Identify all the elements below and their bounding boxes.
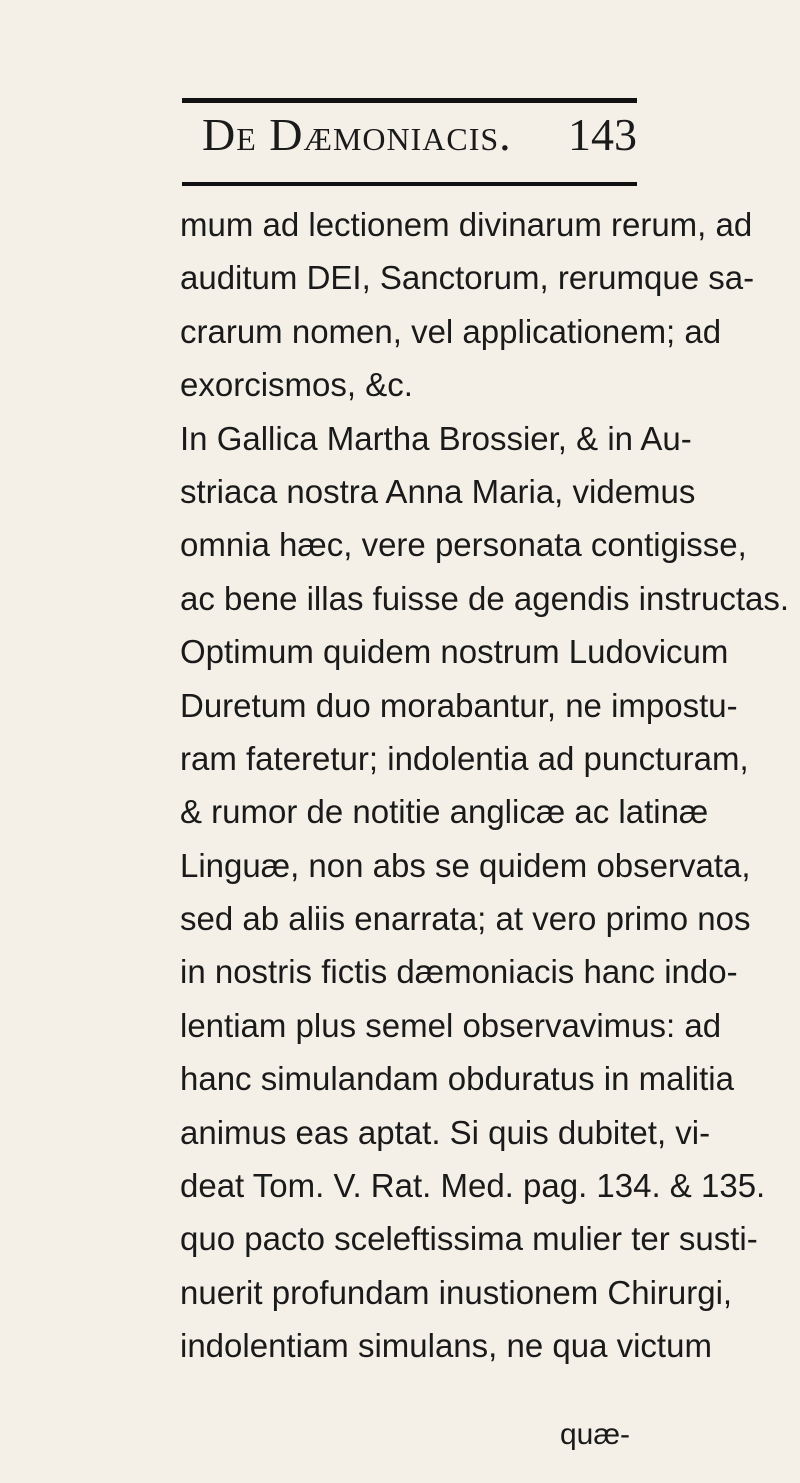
text-line: quo pacto sceleftissima mulier ter susti- [180,1220,758,1258]
text-line: sed ab aliis enarrata; at vero primo nos [180,900,751,938]
text-line: hanc simulandam obduratus in malitia [180,1060,734,1098]
header-rule-bottom [182,182,637,186]
text-line: in nostris fictis dæmoniacis hanc indo- [180,953,738,991]
text-line: Optimum quidem nostrum Ludovicum [180,633,729,671]
text-line: ram fateretur; indolentia ad puncturam, [180,739,749,777]
text-line: In Gallica Martha Brossier, & in Au- [180,419,692,457]
header-rule-top [182,98,637,103]
text-line: omnia hæc, vere personata contigisse, [180,526,747,564]
text-line: exorcismos, &c. [180,366,413,404]
text-line: & rumor de notitie anglicæ ac latinæ [180,793,709,831]
page-number: 143 [568,109,637,160]
text-line: deat Tom. V. Rat. Med. pag. 134. & 135. [180,1167,766,1205]
text-line: animus eas aptat. Si quis dubitet, vi- [180,1113,711,1151]
text-line: nuerit profundam inustionem Chirurgi, [180,1273,733,1311]
text-line: indolentiam simulans, ne qua victum [180,1327,712,1365]
text-line: Duretum duo morabantur, ne impostu- [180,686,738,724]
running-title: De Dæmoniacis. [202,109,512,160]
page-header [182,104,637,180]
text-line: ac bene illas fuisse de agendis instructas. [180,579,790,617]
catchword: quæ- [560,1418,631,1451]
text-line: striaca nostra Anna Maria, videmus [180,472,696,510]
body-text [180,198,790,1373]
text-line: crarum nomen, vel applicationem; ad [180,312,722,350]
text-line: lentiam plus semel observavimus: ad [180,1006,722,1044]
text-line: Linguæ, non abs se quidem observata, [180,846,751,884]
text-line: mum ad lectionem divinarum rerum, ad [180,206,753,243]
text-line: auditum DEI, Sanctorum, rerumque sa- [180,259,755,297]
